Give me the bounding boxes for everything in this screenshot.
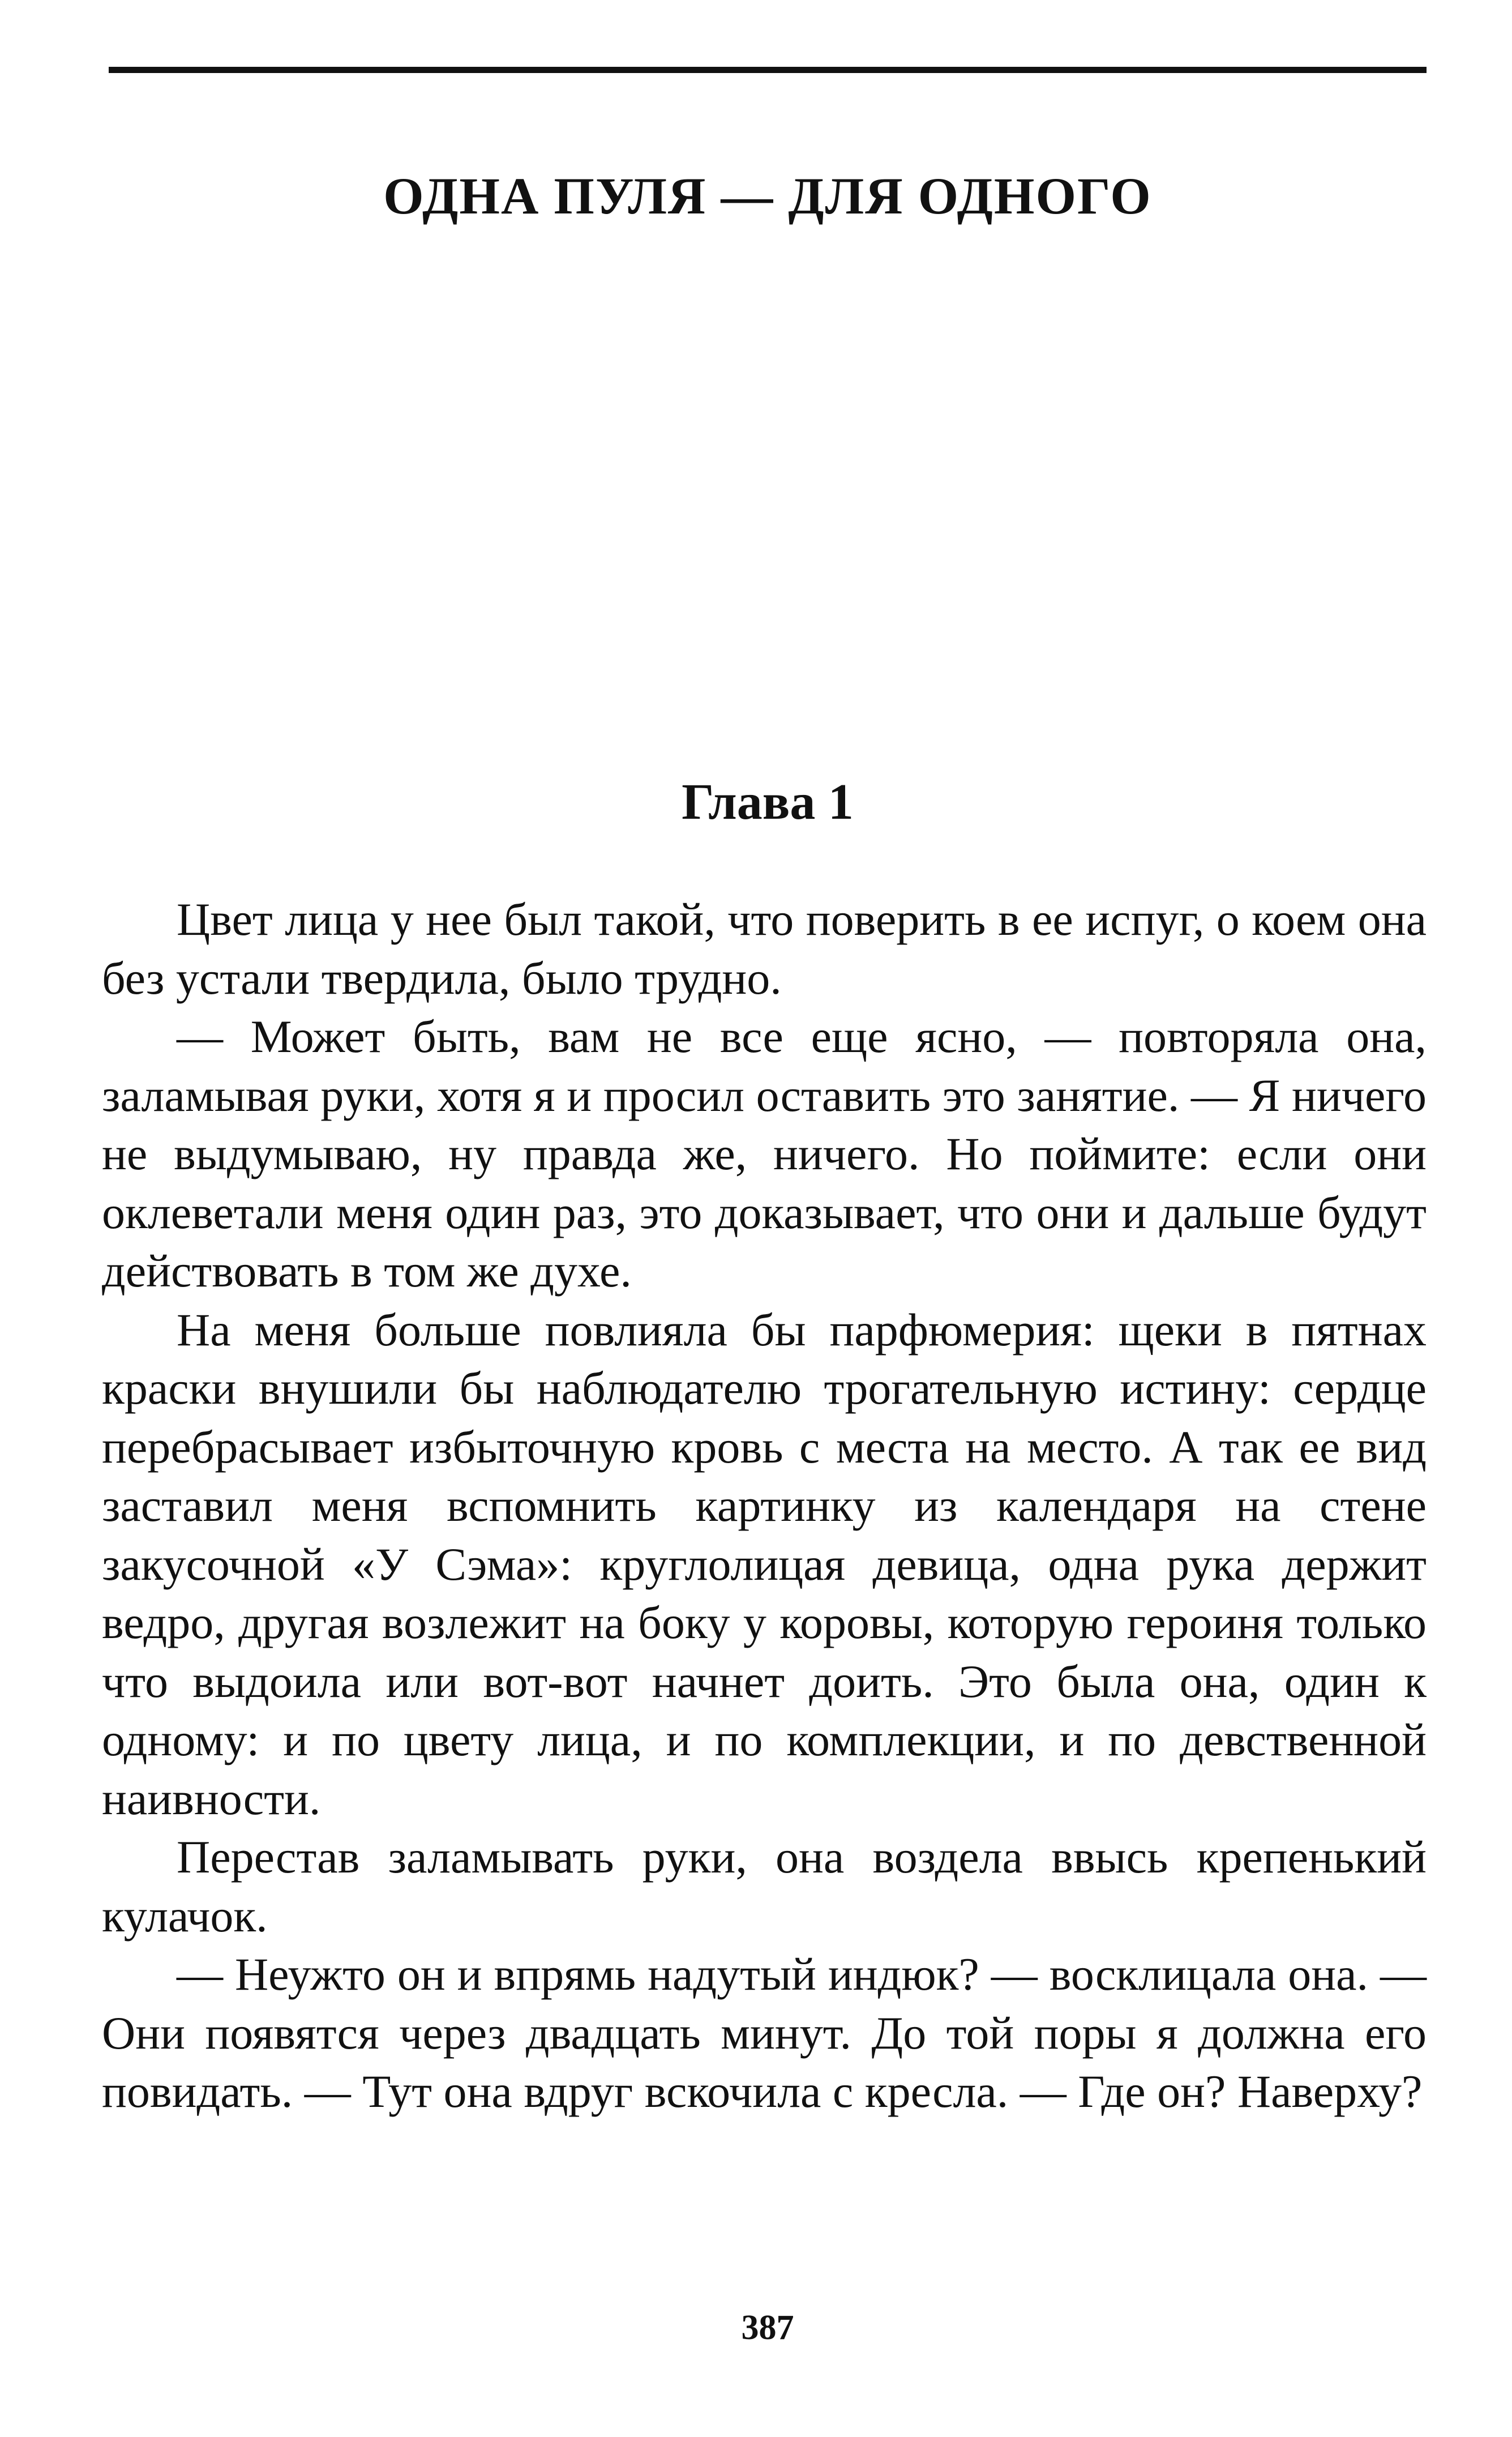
page-number: 387 bbox=[741, 2308, 794, 2347]
paragraph: — Может быть, вам не все еще ясно, — повторяла она, заламывая руки, хотя я и просил оставить это занятие. — Я ничего не выдумываю, ну правда же, ничего. Но поймите: если они оклеветали меня один раз, это доказывает, что они и дальше будут действовать в том же духе. bbox=[102, 1011, 1427, 1297]
page-title: ОДНА ПУЛЯ — ДЛЯ ОДНОГО bbox=[383, 167, 1152, 225]
paragraph: Перестав заламывать руки, она воздела ввысь крепенький кулачок. bbox=[102, 1831, 1427, 1942]
top-rule-divider bbox=[109, 67, 1427, 73]
paragraph: — Неужто он и впрямь надутый индюк? — восклицала она. — Они появятся через двадцать минут. До той поры я должна его повидать. — Тут она вдруг вскочила с кресла. — Где он? Наверху? bbox=[102, 1948, 1427, 2117]
body-text bbox=[102, 890, 1427, 2121]
paragraph: Цвет лица у нее был такой, что поверить в ее испуг, о коем она без устали твердила, было трудно. bbox=[102, 893, 1427, 1004]
chapter-heading: Глава 1 bbox=[682, 774, 854, 830]
paragraph: На меня больше повлияла бы парфюмерия: щеки в пятнах краски внушили бы наблюдателю трогательную истину: сердце перебрасывает избыточную кровь с места на место. А так ее вид заставил меня вспомнить картинку из календаря на стене закусочной «У Сэма»: круглолицая девица, одна рука держит ведро, другая возлежит на боку у коровы, которую героиня только что выдоила или вот-вот начнет доить. Это была она, один к одному: и по цвету лица, и по комплекции, и по девственной наивности. bbox=[102, 1303, 1427, 1824]
